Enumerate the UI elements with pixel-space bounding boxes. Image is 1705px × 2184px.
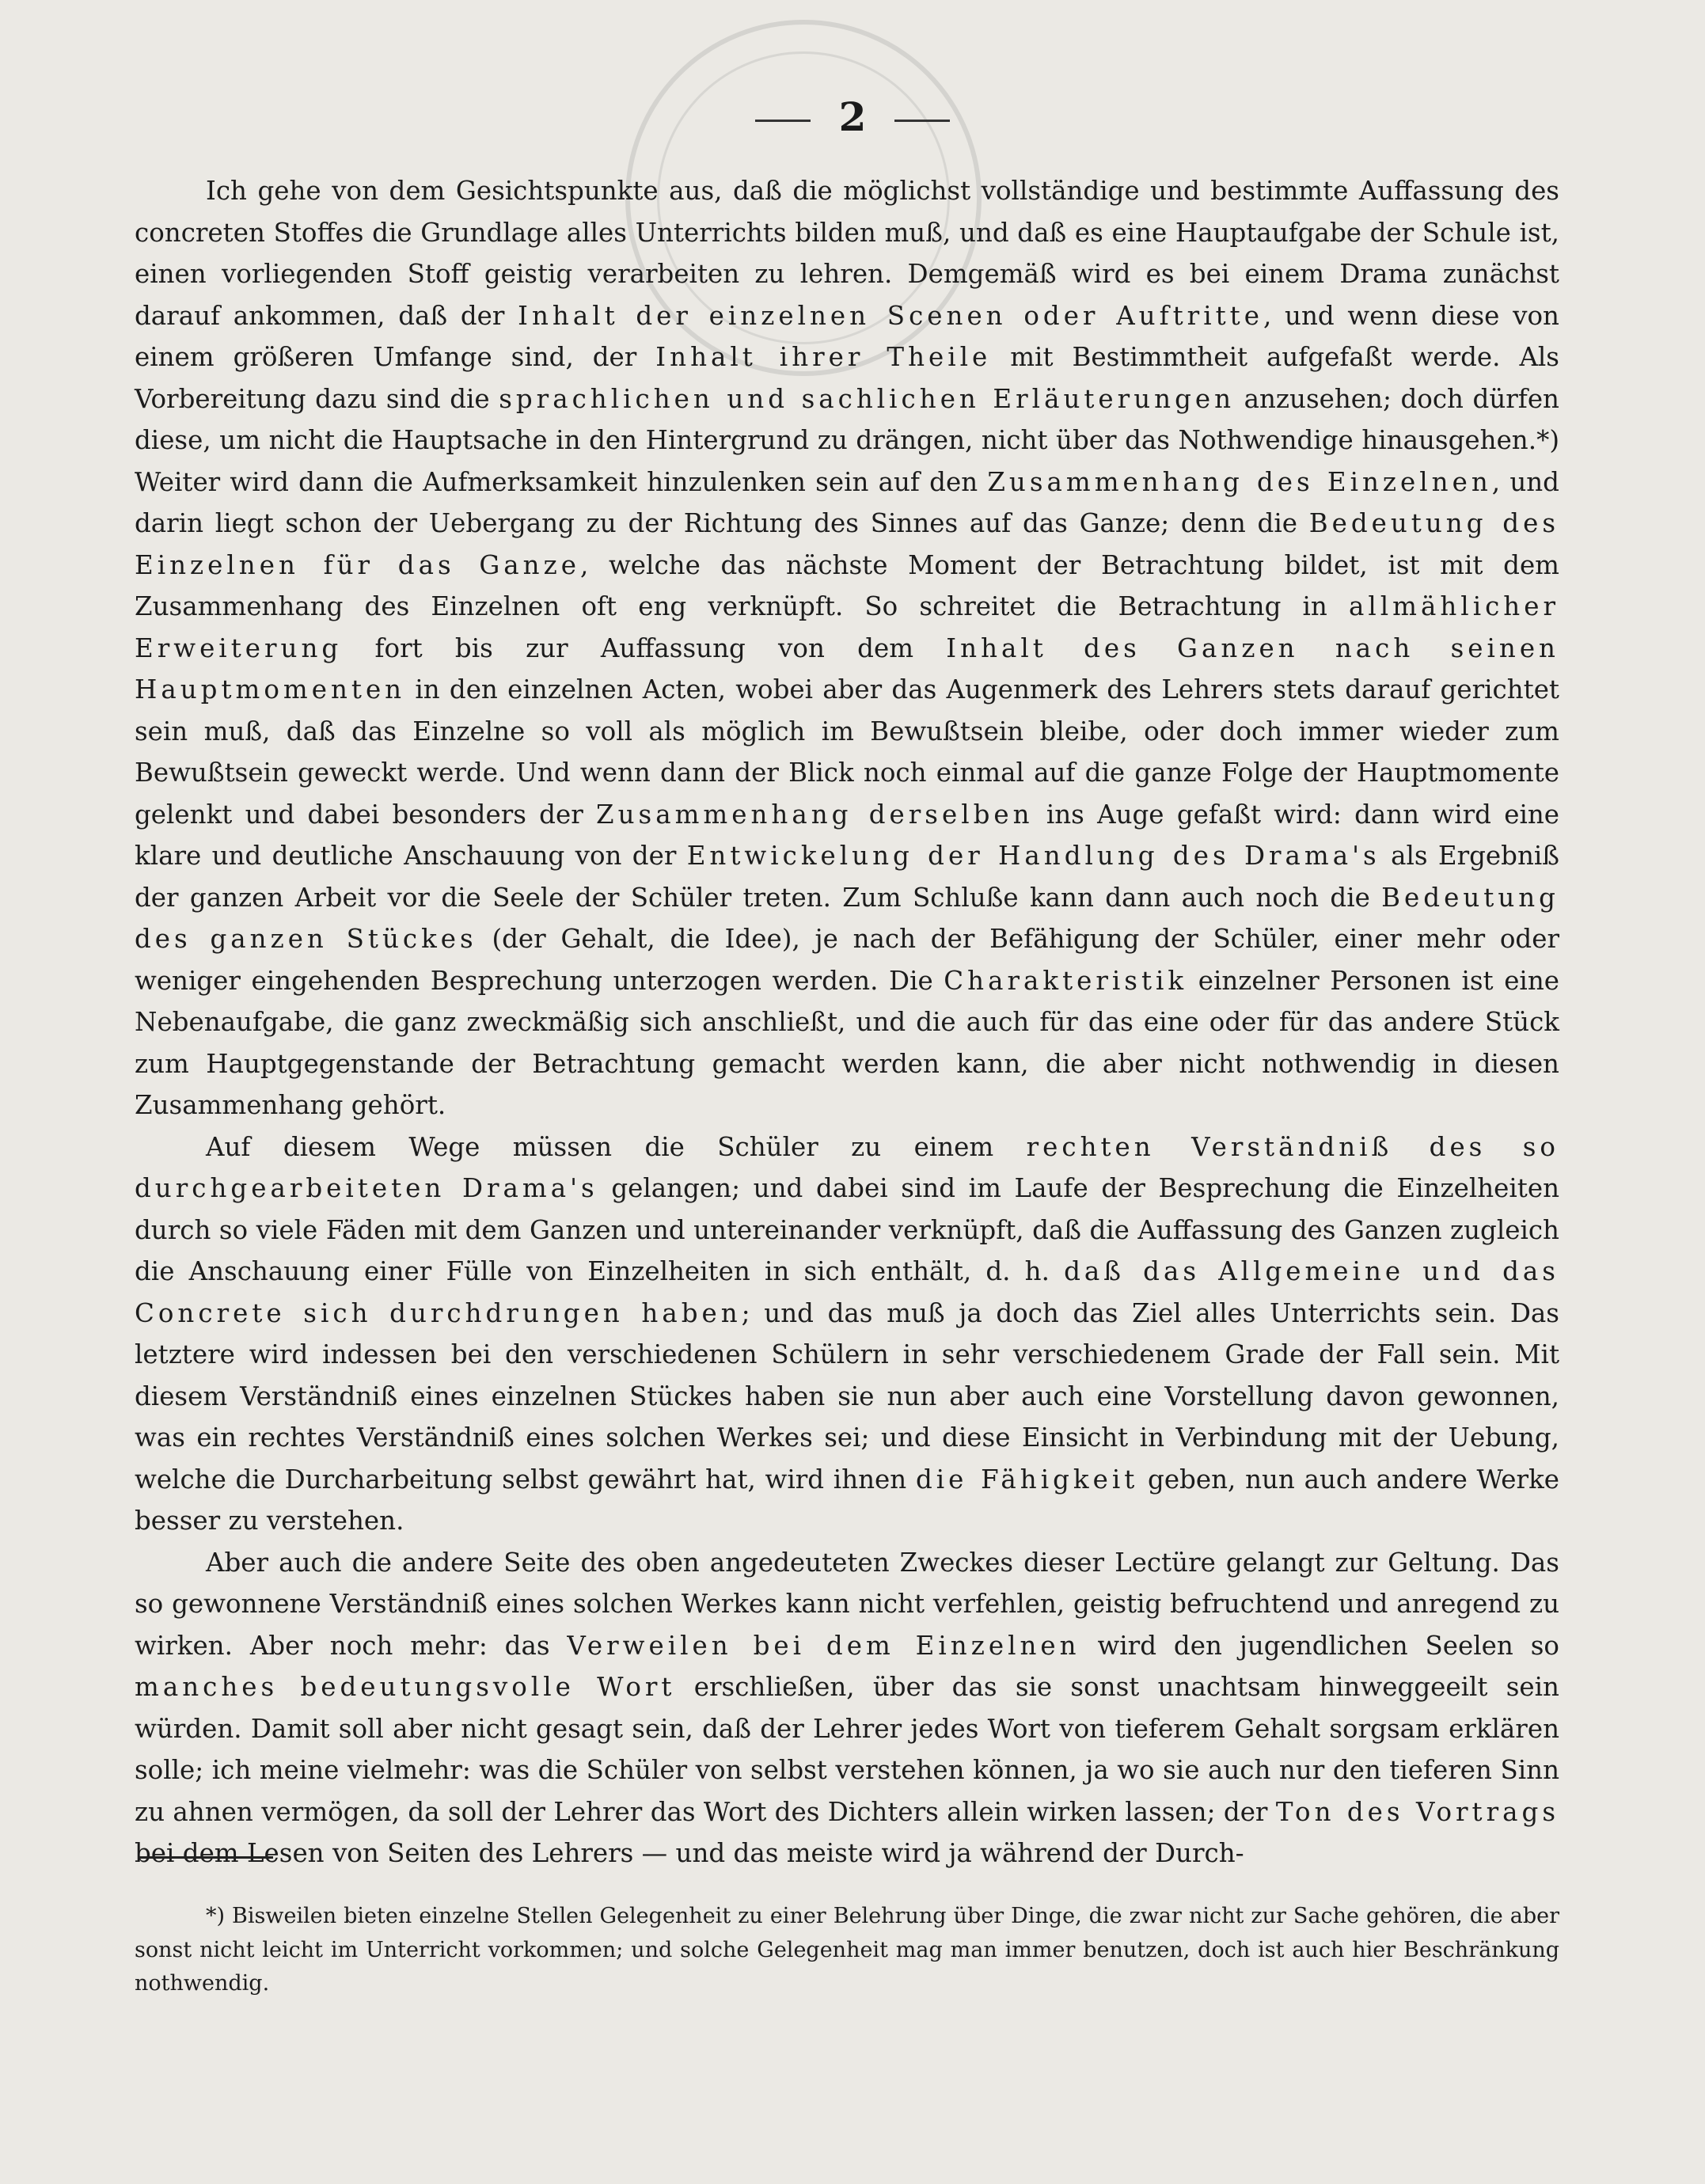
- text-run: anzusehen; doch dürfen diese, um nicht die Hauptsache in den Hintergrund zu drängen, nicht über das Nothwendige hinausgehen.*) Weiter wird dann die Aufmerksamkeit hinzulenken sein auf den: [135, 383, 1559, 497]
- emphasized-text: allmählicher Erweiterung: [135, 591, 1559, 663]
- emphasized-text: Ton des Vortrags: [1275, 1796, 1559, 1827]
- text-run: in den einzelnen Acten, wobei aber das Augenmerk des Lehrers stets darauf gerichtet sein muß, daß das Einzelne so voll als möglich im Bewußtsein bleibe, oder doch immer wieder zum Bewußtsein geweckt werde. Und wenn dann der Blick noch einmal auf die ganze Folge der Hauptmomente gelenkt und dabei besonders der: [135, 674, 1559, 830]
- text-run: , und darin liegt schon der Uebergang zu der Richtung des Sinnes auf das Ganze; denn die: [135, 466, 1559, 538]
- header-dash-left: [755, 120, 811, 122]
- emphasized-text: manches bedeutungsvolle Wort: [135, 1672, 676, 1702]
- text-run: erschließen, über das sie sonst unachtsam hinweggeeilt sein würden. Damit soll aber nicht gesagt sein, daß der Lehrer jedes Wort von tieferem Gehalt sorgsam erklären solle; ich meine vielmehr: was die Schüler von selbst verstehen können, ja wo sie auch nur den tieferen Sinn zu ahnen vermögen, da soll der Lehrer das Wort des Dichters allein wirken lassen; der: [135, 1672, 1559, 1827]
- text-run: , welche das nächste Moment der Betrachtung bildet, ist mit dem Zusammenhang des Einzelnen oft eng verknüpft. So schreitet die Betrachtung in: [135, 549, 1560, 621]
- emphasized-text: Inhalt ihrer Theile: [655, 342, 992, 372]
- text-run: ; und das muß ja doch das Ziel alles Unterrichts sein. Das letztere wird indessen bei den verschiedenen Schülern in sehr verschiedenem Grade der Fall sein. Mit diesem Verständniß eines einzelnen Stückes haben sie nun aber auch eine Vorstellung davon gewonnen, was ein rechtes Verständniß eines solchen Werkes sei; und diese Einsicht in Verbindung mit der Uebung, welche die Durcharbeitung selbst gewährt hat, wird ihnen: [135, 1297, 1559, 1495]
- text-run: bei dem Lesen von Seiten des Lehrers — und das meiste wird ja während der Durch-: [135, 1838, 1244, 1868]
- text-run: fort bis zur Auffassung von dem: [342, 632, 947, 663]
- text-run: Aber auch die andere Seite des oben angedeuteten Zweckes dieser Lectüre gelangt zur Geltung. Das so gewonnene Verständniß eines solchen Werkes kann nicht verfehlen, geistig befruchtend und anregend zu wirken. Aber noch mehr: das: [135, 1547, 1559, 1661]
- emphasized-text: Inhalt der einzelnen Scenen oder Auftritte: [518, 300, 1263, 331]
- page-header: [0, 93, 1705, 140]
- text-run: , und wenn diese von einem größeren Umfange sind, der: [135, 300, 1559, 372]
- text-run: gelangen; und dabei sind im Laufe der Besprechung die Einzelheiten durch so viele Fäden mit dem Ganzen und untereinander verknüpft, daß die Auffassung des Ganzen zugleich die Anschauung einer Fülle von Einzelheiten in sich enthält, d. h.: [135, 1173, 1559, 1286]
- text-run: Auf diesem Wege müssen die Schüler zu einem: [206, 1131, 1027, 1162]
- text-run: ins Auge gefaßt wird: dann wird eine klare und deutliche Anschauung von der: [135, 799, 1559, 871]
- paragraph-3: [135, 1542, 1559, 1874]
- emphasized-text: Inhalt des Ganzen nach seinen Hauptmomenten: [135, 632, 1559, 705]
- emphasized-text: Zusammenhang des Einzelnen: [987, 466, 1492, 497]
- text-run: als Ergebniß der ganzen Arbeit vor die Seele der Schüler treten. Zum Schluße kann dann auch noch die: [135, 841, 1559, 913]
- text-run: einzelner Personen ist eine Nebenaufgabe, die ganz zweckmäßig sich anschließt, und die auch für das eine oder für das andere Stück zum Hauptgegenstande der Betrachtung gemacht werden kann, die aber nicht nothwendig in diesen Zusammenhang gehört.: [135, 965, 1559, 1120]
- text-run: geben, nun auch andere Werke besser zu verstehen.: [135, 1464, 1559, 1536]
- emphasized-text: Charakteristik: [944, 965, 1188, 996]
- body-text: [135, 170, 1559, 1874]
- footnote-divider: [139, 1856, 273, 1859]
- text-run: mit Bestimmtheit aufgefaßt werde. Als Vorbereitung dazu sind die: [135, 342, 1559, 414]
- emphasized-text: Entwickelung der Handlung des Drama's: [686, 841, 1380, 871]
- emphasized-text: rechten Verständniß des so durchgearbeiteten Drama's: [135, 1131, 1559, 1203]
- emphasized-text: Bedeutung des ganzen Stückes: [135, 882, 1559, 954]
- emphasized-text: daß das Allgemeine und das Concrete sich durchdrungen haben: [135, 1256, 1559, 1328]
- paragraph-2: [135, 1126, 1559, 1542]
- header-dash-right: [894, 120, 950, 122]
- emphasized-text: Bedeutung des Einzelnen für das Ganze: [135, 508, 1559, 580]
- emphasized-text: Zusammenhang derselben: [596, 799, 1034, 830]
- footnote: *) Bisweilen bieten einzelne Stellen Gelegenheit zu einer Belehrung über Dinge, die zwar nicht zur Sache gehören, die aber sonst nicht leicht im Unterricht vorkommen; und solche Gelegenheit mag man immer benutzen, doch ist auch hier Beschränkung nothwendig.: [135, 1904, 1559, 1996]
- page-number: 2: [838, 93, 867, 140]
- paragraph-1: [135, 170, 1559, 1126]
- text-run: (der Gehalt, die Idee), je nach der Befähigung der Schüler, einer mehr oder weniger eingehenden Besprechung unterzogen werden. Die: [135, 924, 1559, 996]
- emphasized-text: die Fähigkeit: [915, 1464, 1139, 1495]
- text-run: Ich gehe von dem Gesichtspunkte aus, daß die möglichst vollständige und bestimmte Auffassung des concreten Stoffes die Grundlage alles Unterrichts bilden muß, und daß es eine Hauptaufgabe der Schule ist, einen vorliegenden Stoff geistig verarbeiten zu lehren. Demgemäß wird es bei einem Drama zunächst darauf ankommen, daß der: [135, 176, 1559, 331]
- text-run: wird den jugendlichen Seelen so: [1080, 1630, 1559, 1661]
- emphasized-text: Verweilen bei dem Einzelnen: [567, 1630, 1080, 1661]
- emphasized-text: sprachlichen und sachlichen Erläuterungen: [499, 383, 1236, 414]
